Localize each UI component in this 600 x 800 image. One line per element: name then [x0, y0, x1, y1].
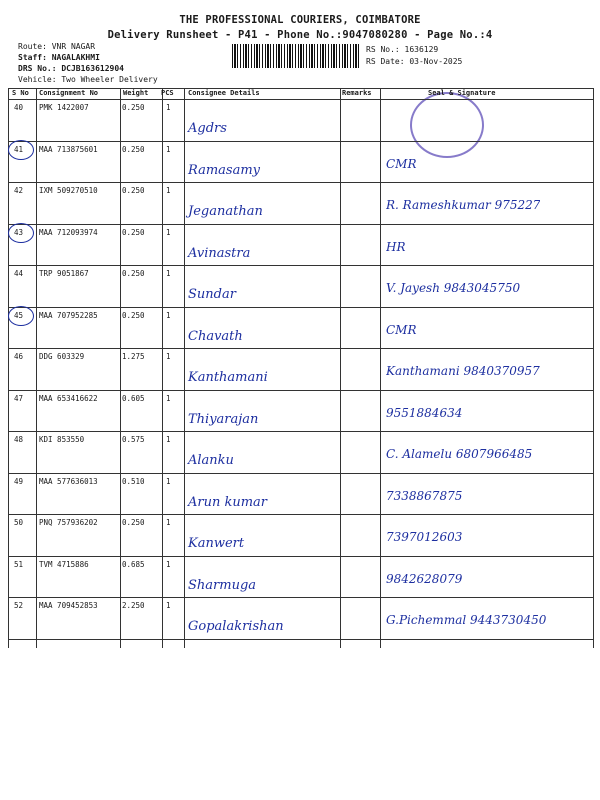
row-consignee-name: Chavath	[188, 328, 243, 344]
row-consignee-name: Alanku	[188, 453, 234, 468]
row-consignee-name: Avinastra	[188, 245, 251, 261]
row-weight: 0.250	[122, 186, 145, 195]
row-signature: 7397012603	[386, 530, 463, 544]
row-consignee-name: Thiyarajan	[188, 411, 259, 427]
row-signature: R. Rameshkumar 975227	[386, 198, 541, 212]
rs-date: RS Date: 03-Nov-2025	[366, 57, 463, 66]
row-weight: 0.575	[122, 435, 145, 444]
row-signature: 9842628079	[386, 571, 463, 586]
row-pcs: 1	[166, 601, 171, 610]
row-pcs: 1	[166, 269, 171, 278]
row-pcs: 1	[166, 352, 171, 361]
row-consignment-no: MAA 713875601	[39, 144, 98, 154]
col-remarks-header: Remarks	[342, 89, 372, 97]
row-sno: 45	[14, 310, 24, 320]
barcode	[232, 44, 360, 68]
row-weight: 2.250	[122, 601, 145, 610]
row-sno: 49	[14, 476, 24, 486]
row-sno: 44	[14, 269, 24, 278]
row-pcs: 1	[166, 144, 171, 154]
staff-label: Staff: NAGALAKHMI	[18, 53, 100, 62]
runsheet-table	[8, 88, 594, 648]
row-sno: 47	[14, 393, 24, 403]
row-consignment-no: MAA 707952285	[39, 310, 98, 320]
row-circle-mark	[8, 306, 34, 326]
row-consignee-name: Gopalakrishan	[188, 619, 284, 634]
row-weight: 0.510	[122, 476, 145, 486]
row-signature: HR	[386, 239, 406, 254]
row-sno: 52	[14, 601, 24, 610]
company-title: THE PROFESSIONAL COURIERS, COIMBATORE	[179, 14, 421, 26]
col-weight-header: Weight	[123, 89, 149, 97]
row-sno: 50	[14, 518, 24, 527]
row-signature: V. Jayesh 9843045750	[386, 281, 521, 295]
row-consignment-no: DDG 603329	[39, 352, 85, 361]
row-circle-mark	[8, 140, 34, 160]
row-weight: 0.250	[122, 518, 145, 527]
row-signature: C. Alamelu 6807966485	[386, 447, 533, 461]
row-consignment-no: MAA 653416622	[39, 393, 98, 403]
row-consignment-no: MAA 712093974	[39, 227, 98, 237]
row-pcs: 1	[166, 310, 171, 320]
row-pcs: 1	[166, 518, 171, 527]
row-signature: G.Pichemmal 9443730450	[386, 613, 547, 627]
row-signature: 9551884634	[386, 405, 463, 420]
row-consignment-no: KDI 853550	[39, 435, 85, 444]
col-sno-header: S No	[12, 89, 29, 97]
row-consignee-name: Agdrs	[188, 121, 227, 136]
row-consignee-name: Sharmuga	[188, 577, 257, 593]
col-consignment-header: Consignment No	[39, 89, 99, 97]
col-consignee-header: Consignee Details	[188, 89, 260, 97]
route-label: Route: VNR NAGAR	[18, 42, 96, 51]
row-signature: CMR	[386, 322, 417, 337]
row-consignment-no: IXM 509270510	[39, 186, 98, 195]
row-consignment-no: TRP 9051867	[39, 269, 89, 278]
row-signature: CMR	[386, 156, 417, 171]
row-weight: 1.275	[122, 352, 145, 361]
runsheet-subtitle: Delivery Runsheet - P41 - Phone No.:9047080280 - Page No.:4	[107, 29, 493, 41]
row-consignment-no: TVM 4715886	[39, 559, 89, 569]
row-signature: 7338867875	[386, 488, 463, 503]
rs-number: RS No.: 1636129	[366, 45, 439, 54]
row-consignment-no: PNQ 757936202	[39, 518, 98, 527]
row-sno: 51	[14, 559, 24, 569]
row-pcs: 1	[166, 476, 171, 486]
row-consignment-no: PMK 1422007	[39, 103, 89, 112]
row-weight: 0.250	[122, 227, 145, 237]
col-seal-header: Seal & Signature	[428, 89, 496, 97]
row-sno: 41	[14, 144, 24, 154]
row-pcs: 1	[166, 103, 171, 112]
row-pcs: 1	[166, 186, 171, 195]
row-consignee-name: Jeganathan	[188, 204, 263, 219]
row-consignee-name: Sundar	[188, 287, 236, 302]
row-sno: 48	[14, 435, 24, 444]
drs-label: DRS No.: DCJB163612904	[18, 64, 124, 73]
row-circle-mark	[8, 223, 34, 243]
row-consignee-name: Ramasamy	[188, 162, 261, 178]
row-weight: 0.685	[122, 559, 145, 569]
row-sno: 46	[14, 352, 24, 361]
row-signature: Kanthamani 9840370957	[386, 364, 540, 378]
row-sno: 43	[14, 227, 24, 237]
row-weight: 0.250	[122, 310, 145, 320]
row-sno: 42	[14, 186, 24, 195]
row-weight: 0.250	[122, 269, 145, 278]
row-pcs: 1	[166, 393, 171, 403]
row-pcs: 1	[166, 435, 171, 444]
row-pcs: 1	[166, 227, 171, 237]
row-weight: 0.605	[122, 393, 145, 403]
row-weight: 0.250	[122, 103, 145, 112]
row-consignee-name: Kanthamani	[188, 370, 268, 385]
col-pcs-header: PCS	[161, 89, 174, 97]
vehicle-label: Vehicle: Two Wheeler Delivery	[18, 75, 158, 84]
row-weight: 0.250	[122, 144, 145, 154]
row-pcs: 1	[166, 559, 171, 569]
row-consignment-no: MAA 577636013	[39, 476, 98, 486]
row-consignment-no: MAA 709452853	[39, 601, 98, 610]
row-sno: 40	[14, 103, 24, 112]
row-consignee-name: Arun kumar	[188, 494, 268, 510]
row-consignee-name: Kanwert	[188, 536, 245, 551]
